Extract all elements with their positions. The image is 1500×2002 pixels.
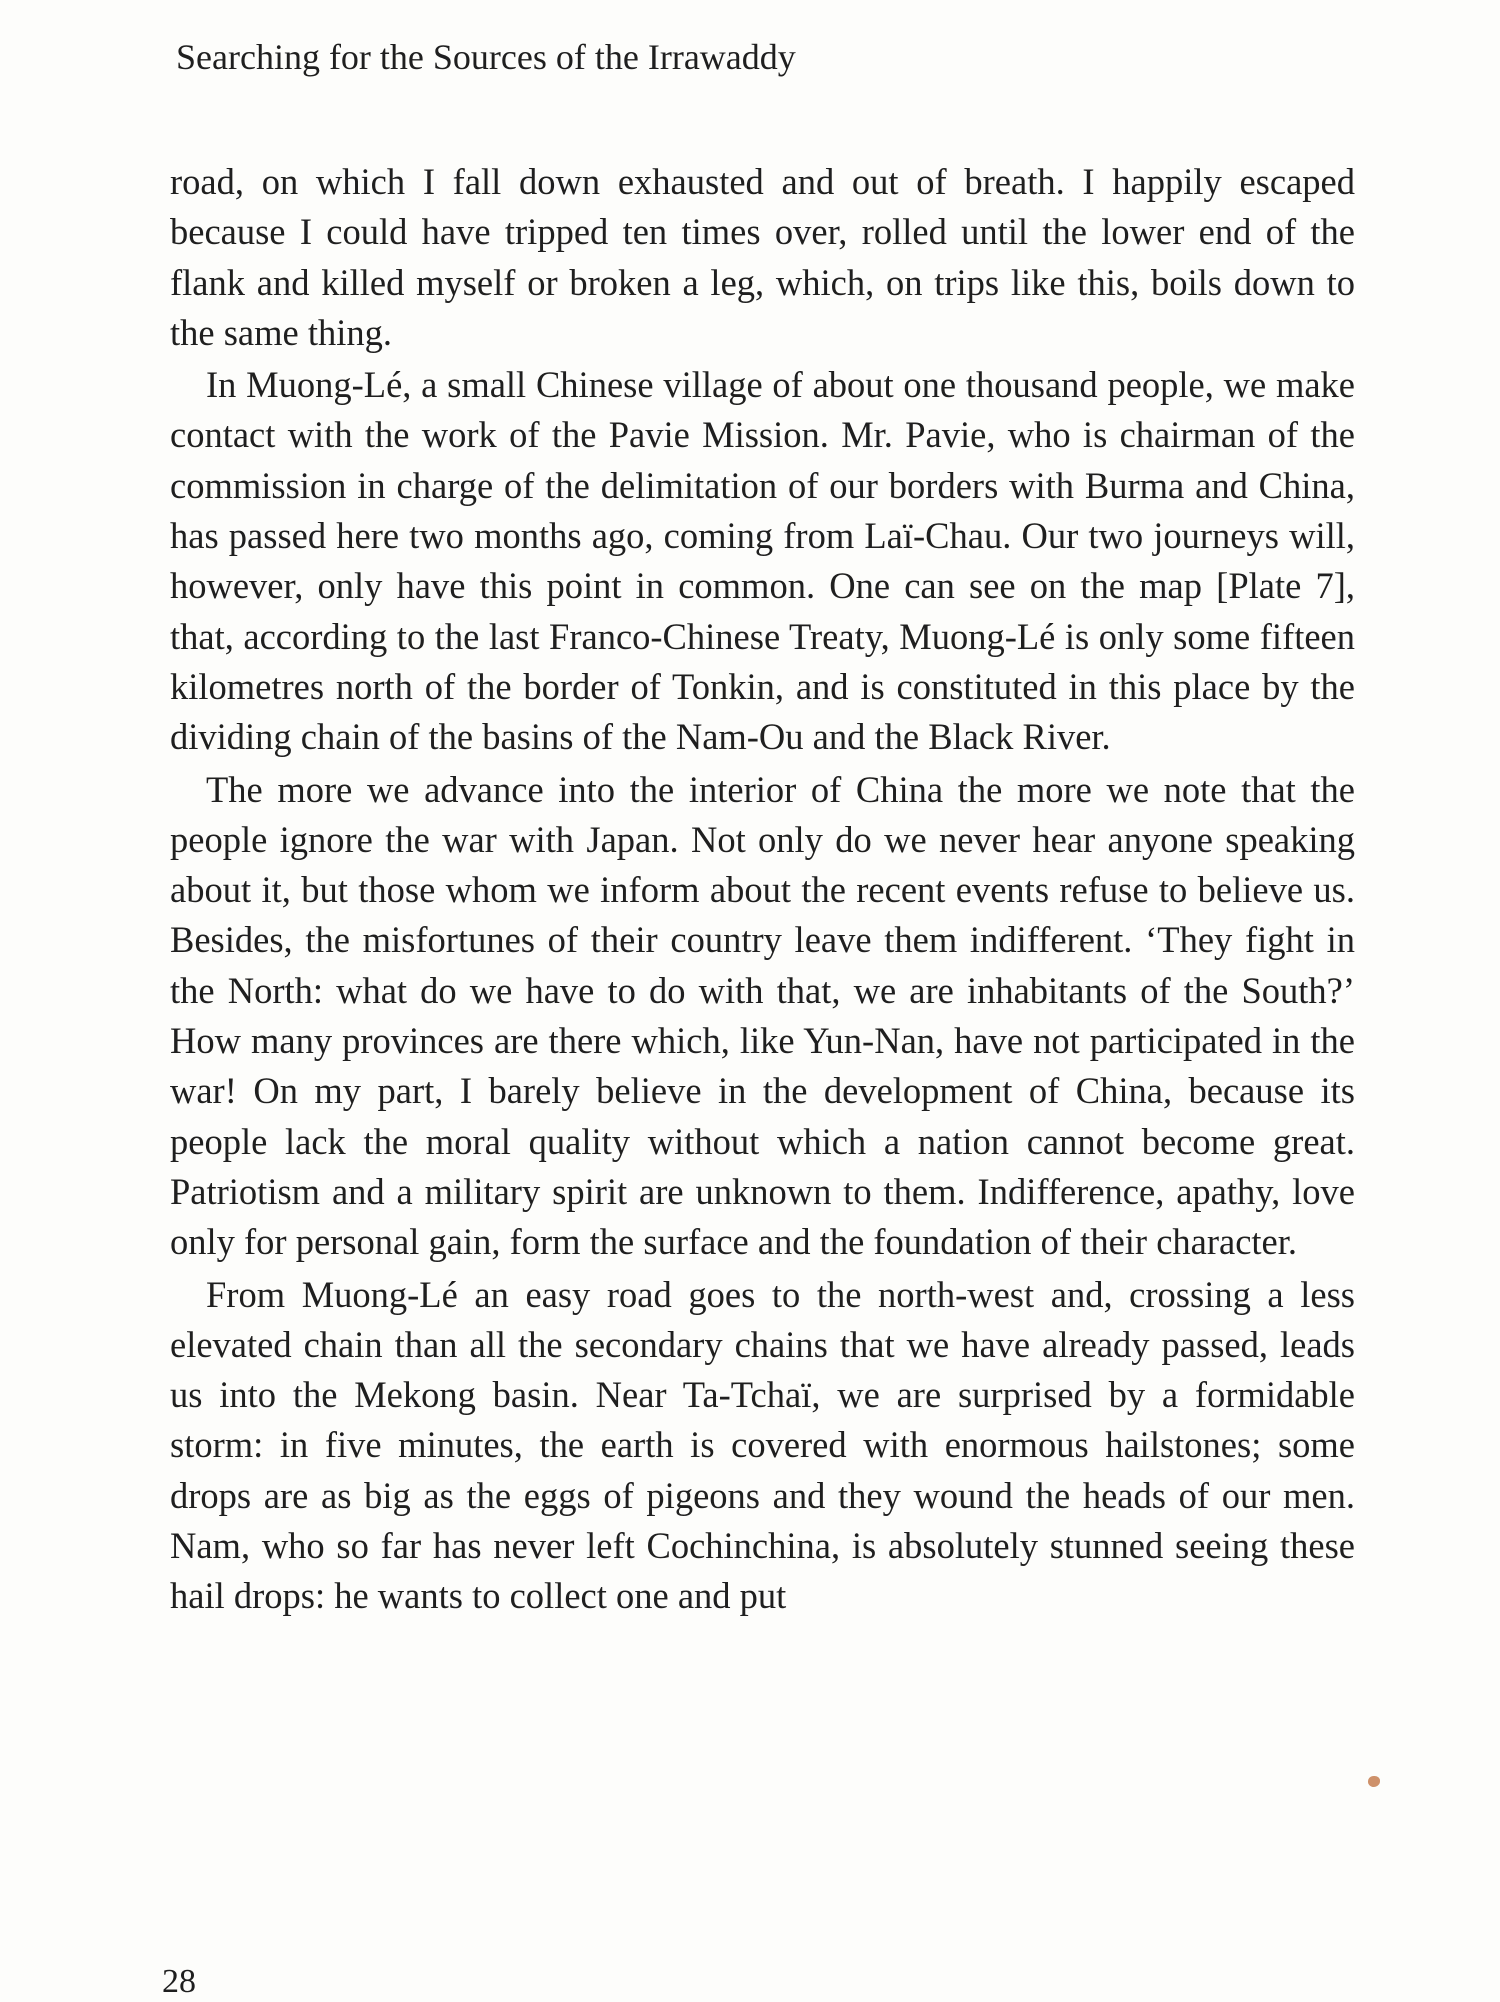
paragraph-4: From Muong-Lé an easy road goes to the north-west and, crossing a less elevated chain than all the secondary chains that we have already passed, leads us into the Mekong basin. Near Ta-Tchaï, we are surprised by a formidable storm: in five minutes, the earth is covered with enormous hailstones; some drops are as big as the eggs of pigeons and they wound the heads of our men. Nam, who so far has never left Cochinchina, is absolutely stunned seeing these hail drops: he wants to collect one and put xyxy=(170,1273,1355,1617)
paragraph-3: The more we advance into the interior of China the more we note that the people ignore the war with Japan. Not only do we never hear anyone speaking about it, but those whom we inform about the recent events refuse to believe us. Besides, the misfortunes of their country leave them indifferent. ‘They fight in the North: what do we have to do with that, we are inhabitants of the South?’ How many provinces are there which, like Yun-Nan, have not participated in the war! On my part, I barely believe in the development of China, because its people lack the moral quality without which a nation cannot become great. Patriotism and a military spirit are unknown to them. Indifference, apathy, love only for personal gain, form the surface and the foundation of their character. xyxy=(170,768,1355,1263)
paragraph-1: road, on which I fall down exhausted and out of breath. I happily escaped because I could have tripped ten times over, rolled until the lower end of the flank and killed myself or broken a leg, which, on trips like this, boils down to the same thing. xyxy=(170,161,1355,353)
running-head: Searching for the Sources of the Irrawaddy xyxy=(176,37,796,77)
body-text xyxy=(170,157,1355,1622)
ink-stain xyxy=(1368,1776,1380,1787)
paragraph-2: In Muong-Lé, a small Chinese village of about one thousand people, we make contact with the work of the Pavie Mission. Mr. Pavie, who is chairman of the commission in charge of the delimitation of our borders with Burma and China, has passed here two months ago, coming from Laï-Chau. Our two journeys will, however, only have this point in common. One can see on the map [Plate 7], that, according to the last Franco-Chinese Treaty, Muong-Lé is only some fifteen kilometres north of the border of Tonkin, and is constituted in this place by the dividing chain of the basins of the Nam-Ou and the Black River. xyxy=(170,364,1355,758)
page-number: 28 xyxy=(162,1963,196,2000)
